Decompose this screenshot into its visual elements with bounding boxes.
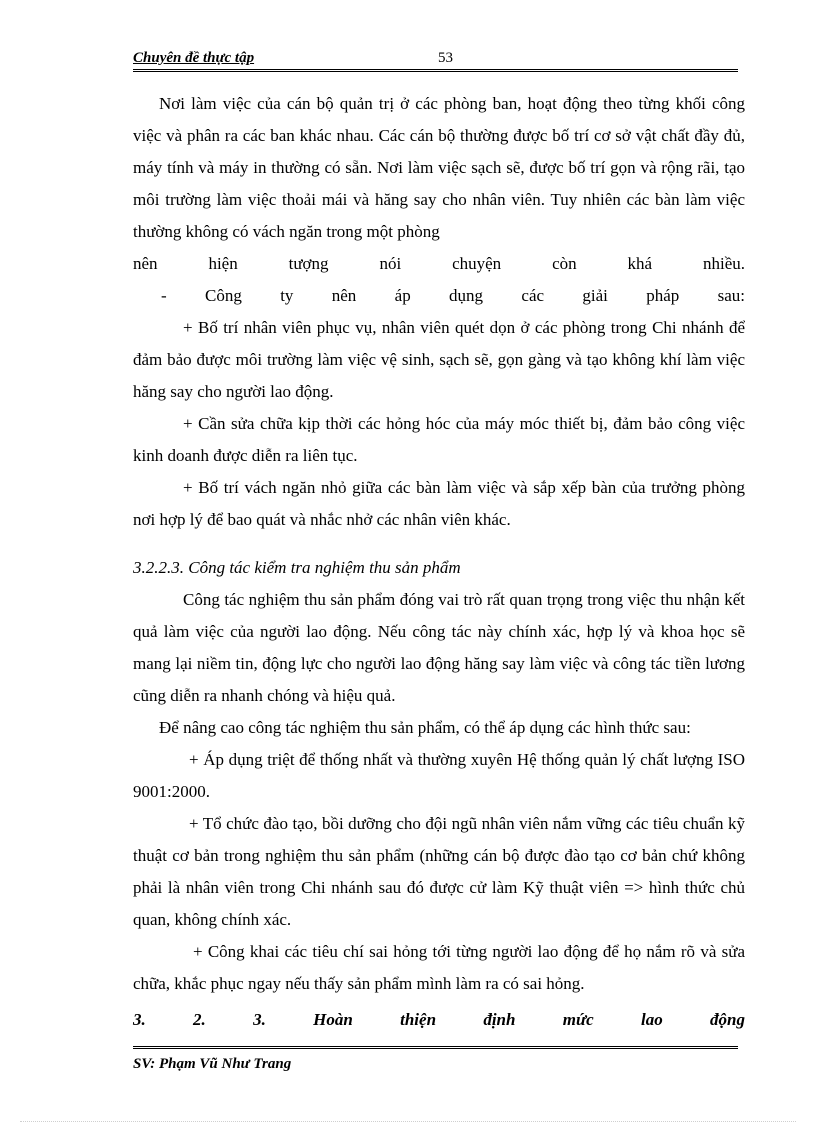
list-item-plus-6: + Công khai các tiêu chí sai hỏng tới từng người lao động để họ nắm rõ và sửa chữa, khắc phục ngay nếu thấy sản phẩm mình làm ra có sai hỏng. (133, 942, 745, 993)
paragraph-workplace-end: nên hiện tượng nói chuyện còn khá nhiều. (133, 254, 745, 273)
page-number: 53 (438, 50, 453, 66)
paragraph-forms: Để nâng cao công tác nghiệm thu sản phẩm, có thể áp dụng các hình thức sau: (159, 718, 691, 737)
header-rule (133, 69, 738, 72)
footer-author: SV: Phạm Vũ Như Trang (133, 1056, 292, 1072)
list-item-plus-2: + Cần sửa chữa kịp thời các hỏng hóc của máy móc thiết bị, đảm bảo công việc kinh doanh được diễn ra liên tục. (133, 414, 745, 465)
paragraph-acceptance: Công tác nghiệm thu sản phẩm đóng vai trò rất quan trọng trong việc thu nhận kết quả làm việc của người lao động. Nếu công tác này chính xác, hợp lý và khoa học sẽ mang lại niềm tin, động lực cho người lao động hăng say làm việc và công tác tiền lương cũng diễn ra nhanh chóng và hiệu quả. (133, 590, 745, 705)
list-item-plus-4: + Áp dụng triệt để thống nhất và thường xuyên Hệ thống quản lý chất lượng ISO 9001:2000. (133, 750, 745, 801)
list-item-plus-5: + Tổ chức đào tạo, bồi dưỡng cho đội ngũ nhân viên nắm vững các tiêu chuẩn kỹ thuật cơ bản trong nghiệm thu sản phẩm (những cán bộ được đào tạo cơ bản chứ không phải là nhân viên trong Chi nhánh sau đó được cử làm Kỹ thuật viên => hình thức chủ quan, không chính xác. (133, 814, 745, 929)
section-heading-3-2-3: 3. 2. 3. Hoàn thiện định mức lao động (133, 1010, 745, 1029)
document-body (133, 88, 745, 1036)
footer-rule (133, 1046, 738, 1049)
page-header (133, 48, 738, 70)
header-title: Chuyên đề thực tập (133, 50, 255, 66)
paragraph-workplace: Nơi làm việc của cán bộ quản trị ở các phòng ban, hoạt động theo từng khối công việc và phân ra các ban khác nhau. Các cán bộ thường được bố trí cơ sở vật chất đầy đủ, máy tính và máy in thường có sẵn. Nơi làm việc sạch sẽ, được bố trí gọn và rộng rãi, tạo môi trường làm việc thoải mái và hăng say cho nhân viên. Tuy nhiên các bàn làm việc thường không có vách ngăn trong một phòng (133, 94, 745, 241)
section-heading-3-2-2-3: 3.2.2.3. Công tác kiểm tra nghiệm thu sản phẩm (133, 558, 461, 577)
list-item-dash: - Công ty nên áp dụng các giải pháp sau: (161, 286, 745, 305)
list-item-plus-1: + Bố trí nhân viên phục vụ, nhân viên quét dọn ở các phòng trong Chi nhánh để đảm bảo được môi trường làm việc vệ sinh, sạch sẽ, gọn gàng và tạo không khí làm việc hăng say cho người lao động. (133, 318, 745, 401)
page-edge-dotted-line (20, 1121, 796, 1122)
list-item-plus-3: + Bố trí vách ngăn nhỏ giữa các bàn làm việc và sắp xếp bàn của trưởng phòng nơi hợp lý để bao quát và nhắc nhở các nhân viên khác. (133, 478, 745, 529)
